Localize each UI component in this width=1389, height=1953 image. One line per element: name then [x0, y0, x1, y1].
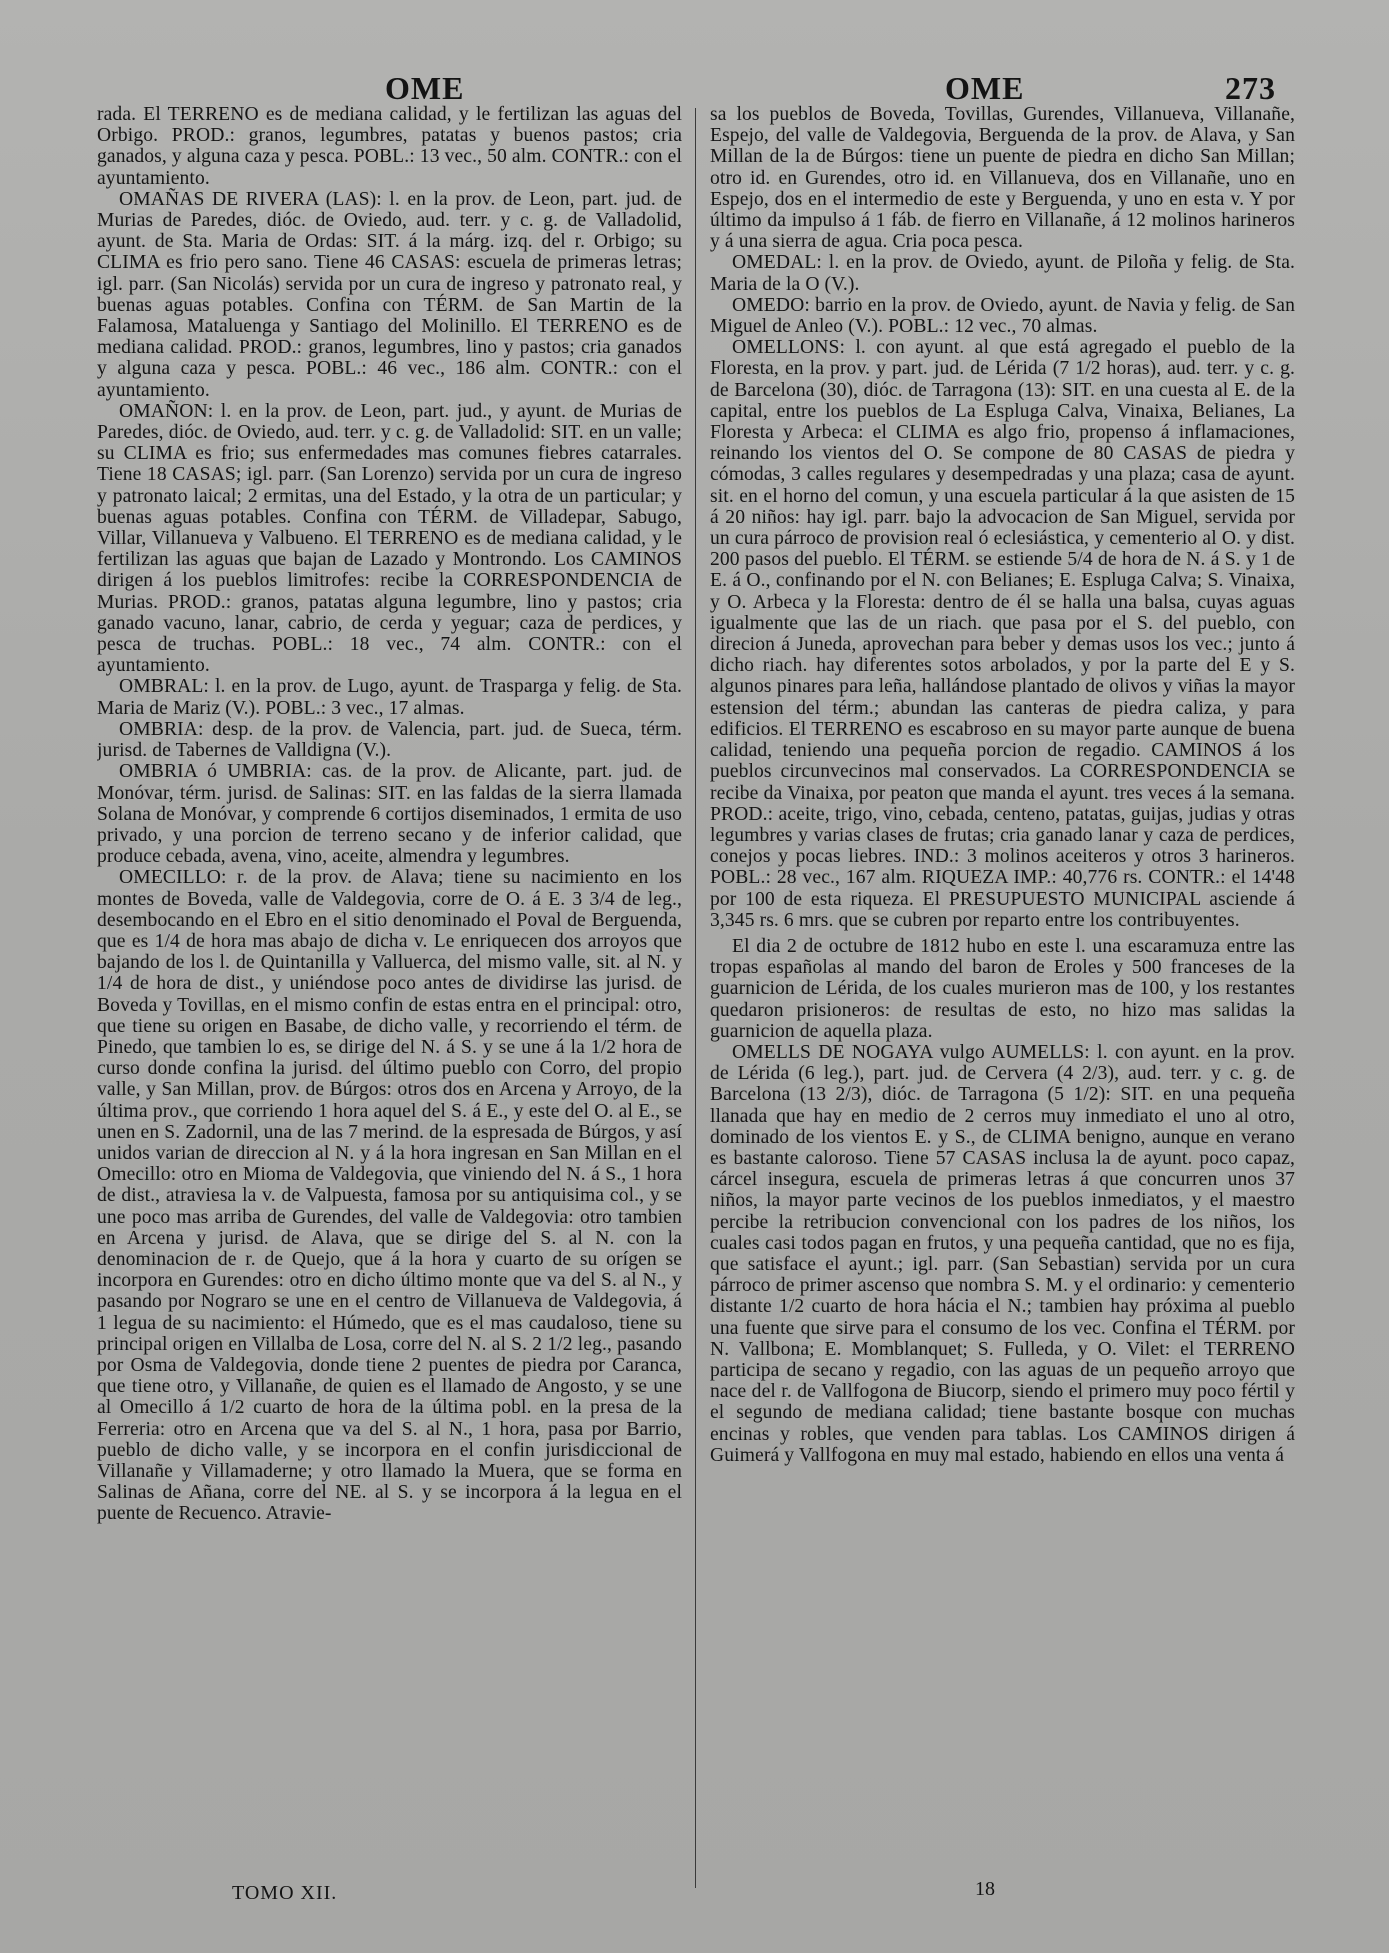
entry-paragraph: sa los pueblos de Boveda, Tovillas, Gurendes, Villanueva, Villanañe, Espejo, del valle de Valdegovia, Berguenda de la prov. de Alava, y San Millan de la de Búrgos: tiene un puente de piedra en dicho San Millan; otro id. en Gurendes, otro id. en Villanueva, dos en Villanañe, uno en Espejo, dos en el intermedio de este y Berguenda, y uno en esta v. Y por último da impulso á 1 fáb. de fierro en Villanañe, á 12 molinos harineros y á una sierra de agua. Cria poca pesca.: [710, 104, 1295, 253]
entry-paragraph: OMBRIA ó UMBRIA: cas. de la prov. de Alicante, part. jud. de Monóvar, térm. jurisd. de Salinas: SIT. en las faldas de la sierra llamada Solana de Monóvar, y comprende 6 cortijos diseminados, 1 ermita de uso privado, y una porcion de terreno secano y de inferior calidad, que produce cebada, avena, vino, aceite, almendra y legumbres.: [97, 761, 682, 868]
entry-paragraph: OMBRAL: l. en la prov. de Lugo, ayunt. de Trasparga y felig. de Sta. Maria de Mariz (V.). POBL.: 3 vec., 17 almas.: [97, 676, 682, 719]
entry-paragraph: El dia 2 de octubre de 1812 hubo en este l. una escaramuza entre las tropas españolas al mando del baron de Eroles y 500 franceses de la guarnicion de Lérida, de los cuales murieron mas de 100, y los restantes quedaron prisioneros: de resultas de esto, no hizo mas salidas la guarnicion de aquella plaza.: [710, 935, 1295, 1042]
column-divider: [695, 108, 696, 1888]
page-number: 273: [1225, 70, 1276, 106]
entry-paragraph: OMAÑAS DE RIVERA (LAS): l. en la prov. de Leon, part. jud. de Murias de Paredes, dióc. de Oviedo, aud. terr. y c. g. de Valladolid, ayunt. de Sta. Maria de Ordas: SIT. á la márg. izq. del r. Orbigo; su CLIMA es frio pero sano. Tiene 46 CASAS: escuela de primeras letras; igl. parr. (San Nicolás) servida por un cura de ingreso y patronato real, y buenas aguas potables. Confina con TÉRM. de San Martin de la Falamosa, Mataluenga y Santiago del Molinillo. El TERRENO es de mediana calidad. PROD.: granos, legumbres, lino y pastos; cria ganados y alguna caza y pesca. POBL.: 46 vec., 186 alm. CONTR.: con el ayuntamiento.: [97, 188, 682, 401]
right-column: [710, 104, 1295, 1884]
running-head-center: OME: [945, 70, 1025, 106]
entry-paragraph: OMEDAL: l. en la prov. de Oviedo, ayunt. de Piloña y felig. de Sta. Maria de la O (V.).: [710, 252, 1295, 295]
entry-paragraph: rada. El TERRENO es de mediana calidad, y le fertilizan las aguas del Orbigo. PROD.: granos, legumbres, patatas y buenos pastos; cria ganados, y alguna caza y pesca. POBL.: 13 vec., 50 alm. CONTR.: con el ayuntamiento.: [97, 104, 682, 189]
entry-paragraph: OMBRIA: desp. de la prov. de Valencia, part. jud. de Sueca, térm. jurisd. de Tabernes de Valldigna (V.).: [97, 718, 682, 762]
entry-paragraph: OMELLS DE NOGAYA vulgo AUMELLS: l. con ayunt. en la prov. de Lérida (6 leg.), part. jud. de Cervera (4 2/3), aud. terr. y c. g. de Barcelona (13 2/3), dióc. de Tarragona (5 1/2): SIT. en una pequeña llanada que hay en medio de 2 cerros muy inmediato el uno al otro, dominado de los vientos E. y S., de CLIMA benigno, aunque en verano es bastante caloroso. Tiene 57 CASAS inclusa la de ayunt. poco capaz, cárcel insegura, escuela de primeras letras á que concurren unos 37 niños, la mayor parte vecinos de los pueblos inmediatos, y el maestro percibe la retribucion convencional con los padres de los niños, los cuales casi todos pagan en frutos, y una pequeña cantidad, que no es fija, que satisface el ayunt.; igl. parr. (San Sebastian) servida por un cura párroco de primer ascenso que nombra S. M. y el ordinario: y cementerio distante 1/2 cuarto de hora hácia el N.; tambien hay próxima al pueblo una fuente que sirve para el consumo de los vec. Confina el TÉRM. por N. Vallbona; E. Momblanquet; S. Fulleda, y O. Vilet: el TERRENO participa de secano y regadio, con las aguas de un pequeño arroyo que nace del r. de Vallfogona de Biucorp, siendo el primero muy poco fértil y el segundo de mediana calidad; tiene bastante bosque con muchas encinas y robles, que venden para tablas. Los CAMINOS dirigen á Guimerá y Vallfogona en muy mal estado, habiendo en ellos una venta á: [710, 1041, 1295, 1466]
running-head-left: OME: [385, 70, 465, 106]
entry-paragraph: OMELLONS: l. con ayunt. al que está agregado el pueblo de la Floresta, en la prov. y part. jud. de Lérida (7 1/2 horas), aud. terr. y c. g. de Barcelona (30), dióc. de Tarragona (13): SIT. en una cuesta al E. de la capital, entre los pueblos de La Espluga Calva, Vinaixa, Belianes, La Floresta y Arbeca: el CLIMA es algo frio, propenso á inflamaciones, reinando los vientos del O. Se compone de 80 CASAS de piedra y cómodas, 3 calles regulares y desempedradas y una plaza; casa de ayunt. sit. en el horno del comun, y una escuela particular á la que asisten de 15 á 20 niños: hay igl. parr. bajo la advocacion de San Miguel, servida por un cura párroco de provision real ó eclesiástica, y cementerio al O. y dist. 200 pasos del pueblo. El TÉRM. se estiende 5/4 de hora de N. á S. y 1 de E. á O., confinando por el N. con Belianes; E. Espluga Calva; S. Vinaixa, y O. Arbeca y la Floresta: dentro de él se halla una balsa, cuyas aguas igualmente que las de un riach. que pasa por el S. del pueblo, con direcion á Juneda, aprovechan para beber y demas usos los vec.; junto á dicho riach. hay diferentes sotos arbolados, y por la parte del E y S. algunos pinares para leña, hallándose plantado de olivos y viñas la mayor estension del térm.; abundan las canteras de piedra caliza, y para edificios. El TERRENO es escabroso en su mayor parte aunque de buena calidad, teniendo una pequeña porcion de regadio. CAMINOS á los pueblos circunvecinos mal conservados. La CORRESPONDENCIA se recibe da Vinaixa, por peaton que manda el ayunt. tres veces á la semana. PROD.: aceite, trigo, vino, cebada, centeno, patatas, guijas, judias y otras legumbres y varias clases de frutas; cria ganado lanar y caza de perdices, conejos y pocas liebres. IND.: 3 molinos aceiteros y otros 3 harineros. POBL.: 28 vec., 167 alm. RIQUEZA IMP.: 40,776 rs. CONTR.: el 14'48 por 100 de esta riqueza. El PRESUPUESTO MUNICIPAL asciende á 3,345 rs. 6 mrs. que se cubren por reparto entre los contribuyentes.: [710, 337, 1295, 931]
entry-paragraph: OMEDO: barrio en la prov. de Oviedo, ayunt. de Navia y felig. de San Miguel de Anleo (V.). POBL.: 12 vec., 70 almas.: [710, 294, 1295, 338]
signature-mark: 18: [975, 1878, 995, 1900]
left-column: [97, 104, 682, 1884]
volume-label: TOMO XII.: [232, 1882, 338, 1904]
entry-paragraph: OMECILLO: r. de la prov. de Alava; tiene su nacimiento en los montes de Boveda, valle de Valdegovia, corre de O. á E. 3 3/4 de leg., desembocando en el Ebro en el sitio denominado el Poval de Berguenda, que es 1/4 de hora mas abajo de dicha v. Le enriquecen dos arroyos que bajando de los l. de Quintanilla y Valluerca, del mismo valle, sit. al N. y 1/4 de hora de dist., y uniéndose poco antes de dividirse las jurisd. de Boveda y Tovillas, en el mismo confin de estas entra en el principal: otro, que tiene su origen en Basabe, de dicho valle, y recorriendo el térm. de Pinedo, que tambien lo es, se dirige del N. á S. y se une á la 1/2 hora de curso donde confina la jurisd. del último pueblo con Corro, del propio valle, y San Millan, prov. de Búrgos: otros dos en Arcena y Arroyo, de la última prov., que corriendo 1 hora aquel del S. á E., y este del O. al E., se unen en S. Zadornil, una de las 7 merind. de la espresada de Búrgos, y así unidos varian de direccion al N. y á la hora ingresan en San Millan en el Omecillo: otro en Mioma de Valdegovia, que viniendo del N. á S., 1 hora de dist., atraviesa la v. de Valpuesta, famosa por su antiquisima col., y se une poco mas arriba de Gurendes, del valle de Valdegovia: otro tambien en Arcena y jurisd. de Alava, que se dirige del S. al N. con la denominacion de r. de Quejo, que á la hora y cuarto de su orígen se incorpora en Gurendes: otro en dicho último monte que va del S. al N., y pasando por Nograro se une en el centro de Villanueva de Valdegovia, á 1 legua de su nacimiento: el Húmedo, que es el mas caudaloso, tiene su principal origen en Villalba de Losa, corre del N. al S. 2 1/2 leg., pasando por Osma de Valdegovia, donde tiene 2 puentes de piedra por Caranca, que tiene otro, y Villanañe, de quien es el llamado de Angosto, y se une al Omecillo á 1/2 cuarto de hora de la última pobl. en la presa de la Ferreria: otro en Arcena que va del S. al N., 1 hora, pasa por Barrio, pueblo de dicho valle, y se incorpora en el confin jurisdiccional de Villanañe y Villamaderne; y otro llamado la Muera, que se forma en Salinas de Añana, corre del NE. al S. y se incorpora á la legua en el puente de Recuenco. Atravie-: [97, 867, 682, 1525]
entry-paragraph: OMAÑON: l. en la prov. de Leon, part. jud., y ayunt. de Murias de Paredes, dióc. de Oviedo, aud. terr. y c. g. de Valladolid: SIT. en un valle; su CLIMA es frio; sus enfermedades mas comunes fiebres catarrales. Tiene 18 CASAS; igl. parr. (San Lorenzo) servida por un cura de ingreso y patronato laical; 2 ermitas, una del Estado, y la otra de un particular; y buenas aguas potables. Confina con TÉRM. de Villadepar, Sabugo, Villar, Villanueva y Valbueno. El TERRENO es de mediana calidad, y le fertilizan las aguas que bajan de Lazado y Montrondo. Los CAMINOS dirigen á los pueblos limitrofes: recibe la CORRESPONDENCIA de Murias. PROD.: granos, patatas alguna legumbre, lino y pastos; cria ganado vacuno, lanar, cabrio, de cerda y yeguar; caza de perdices, y pesca de truchas. POBL.: 18 vec., 74 alm. CONTR.: con el ayuntamiento.: [97, 400, 682, 677]
